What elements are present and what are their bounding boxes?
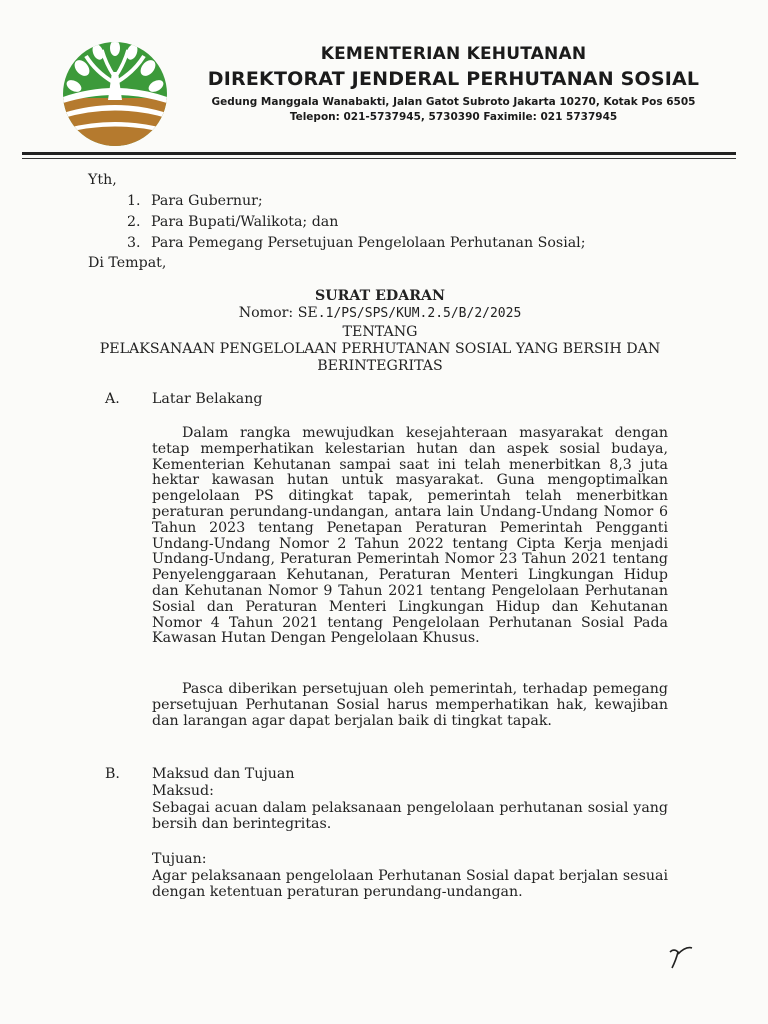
directorate-name: DIREKTORAT JENDERAL PERHUTANAN SOSIAL (207, 68, 700, 90)
place-line: Di Tempat, (88, 255, 167, 271)
about-label: TENTANG (342, 324, 418, 340)
section-a-paragraph-2: Pasca diberikan persetujuan oleh pemerintah, terhadap pemegang persetujuan Perhutanan Sosial harus memperhatikan hak, kewajiban dan larangan agar dapat berjalan baik di tingkat tapak. (152, 681, 668, 729)
ministry-name: KEMENTERIAN KEHUTANAN (320, 44, 587, 64)
initial-signature-mark (666, 942, 696, 972)
section-a-title: Latar Belakang (152, 391, 263, 407)
section-b-letter: B. (105, 766, 120, 782)
recipients-block (88, 170, 586, 254)
letterhead-rule-thick (22, 152, 736, 155)
purpose-label: Maksud: (152, 783, 214, 799)
letter-number (80, 305, 680, 321)
letter-number-value: .1/PS/SPS/KUM.2.5/B/2/2025 (317, 306, 522, 321)
purpose-text: Sebagai acuan dalam pelaksanaan pengelolaan perhutanan sosial yang bersih dan berintegritas. (152, 800, 668, 832)
letterhead-address: Gedung Manggala Wanabakti, Jalan Gatot Subroto Jakarta 10270, Kotak Pos 6505 (211, 96, 696, 108)
recipient-item: 1. Para Gubernur; (145, 191, 586, 212)
greeting: Yth, (88, 172, 117, 188)
letterhead-rule-thin (22, 158, 736, 159)
letterhead (176, 44, 731, 123)
recipient-item: 2. Para Bupati/Walikota; dan (145, 212, 586, 233)
section-a-paragraph-1: Dalam rangka mewujudkan kesejahteraan masyarakat dengan tetap memperhatikan kelestarian hutan dan aspek sosial budaya, Kementerian Kehutanan sampai saat ini telah menerbitkan 8,3 juta hektar kawasan hutan untuk masyarakat. Guna mengoptimalkan pengelolaan PS ditingkat tapak, pemerintah telah menerbitkan peraturan perundang-undangan, antara lain Undang-Undang Nomor 6 Tahun 2023 tentang Penetapan Peraturan Pemerintah Pengganti Undang-Undang Nomor 2 Tahun 2022 tentang Cipta Kerja menjadi Undang-Undang, Peraturan Pemerintah Nomor 23 Tahun 2021 tentang Penyelenggaraan Kehutanan, Peraturan Menteri Lingkungan Hidup dan Kehutanan Nomor 9 Tahun 2021 tentang Pengelolaan Perhutanan Sosial dan Peraturan Menteri Lingkungan Hidup dan Kehutanan Nomor 4 Tahun 2021 tentang Pengelolaan Perhutanan Sosial Pada Kawasan Hutan Dengan Pengelolaan Khusus. (152, 425, 668, 647)
letter-subject: PELAKSANAAN PENGELOLAAN PERHUTANAN SOSIAL YANG BERSIH DAN BERINTEGRITAS (99, 341, 661, 374)
goal-label: Tujuan: (152, 851, 207, 867)
recipient-item: 3. Para Pemegang Persetujuan Pengelolaan Perhutanan Sosial; (145, 233, 586, 254)
recipient-list (88, 191, 586, 254)
letter-number-label: Nomor: SE (238, 305, 318, 321)
ministry-logo (60, 42, 170, 146)
letter-type: SURAT EDARAN (314, 288, 446, 304)
goal-text: Agar pelaksanaan pengelolaan Perhutanan Sosial dapat berjalan sesuai dengan ketentuan peraturan perundang-undangan. (152, 868, 668, 900)
section-a-letter: A. (105, 391, 120, 407)
section-b-title: Maksud dan Tujuan (152, 766, 295, 782)
letterhead-contact: Telepon: 021-5737945, 5730390 Faximile: 021 5737945 (289, 111, 618, 123)
